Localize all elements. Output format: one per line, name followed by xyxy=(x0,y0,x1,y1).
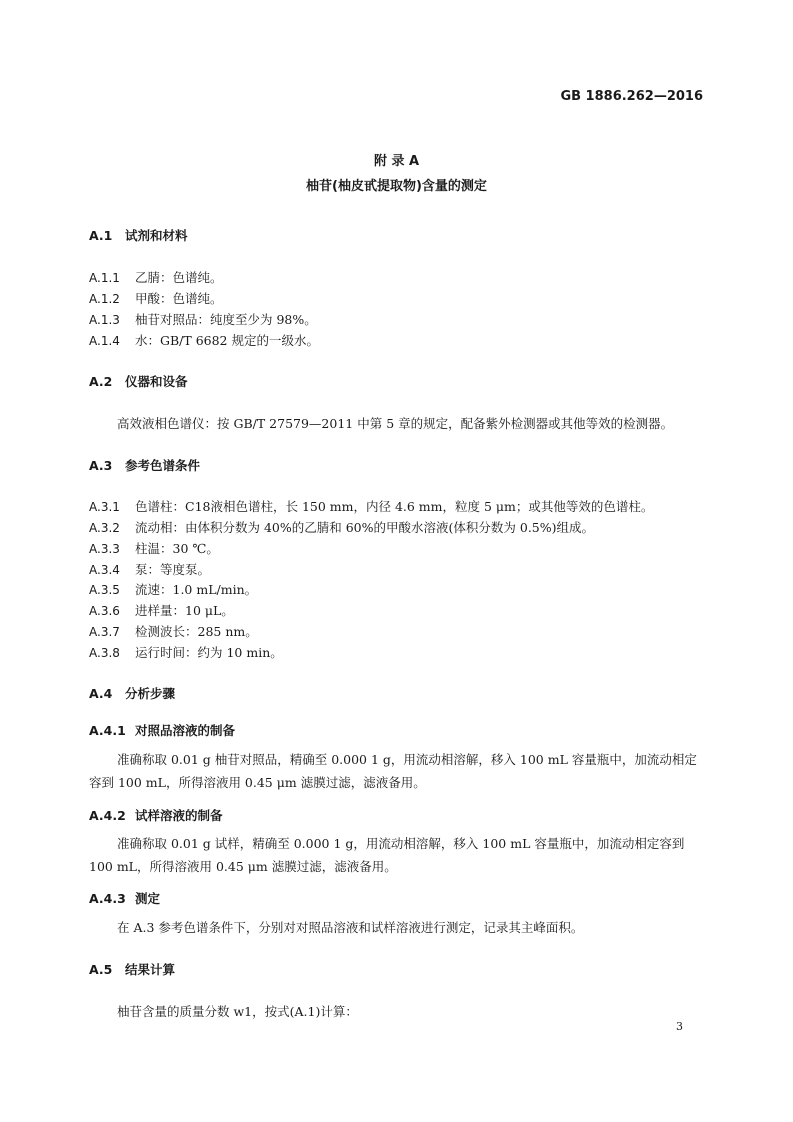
item-text: 柚苷对照品：纯度至少为 98%。 xyxy=(135,312,317,327)
item-number: A.3.1 xyxy=(89,500,120,514)
section-heading xyxy=(89,684,175,702)
section-title: 仪器和设备 xyxy=(125,374,188,389)
standard-number: GB 1886.262—2016 xyxy=(560,89,703,104)
item-text: 甲酸：色谱纯。 xyxy=(135,291,223,306)
item-text: 柱温：30 ℃。 xyxy=(135,541,219,556)
item-text: 色谱柱：C18液相色谱柱，长 150 mm，内径 4.6 mm，粒度 5 μm；或其他等效的色谱柱。 xyxy=(135,499,654,514)
paragraph: 准确称取 0.01 g 柚苷对照品，精确至 0.000 1 g，用流动相溶解，移入 100 mL 容量瓶中，加流动相定容到 100 mL，所得溶液用 0.45 μm 滤膜过滤，滤液备用。 xyxy=(89,752,697,790)
subsection-number: A.4.3 xyxy=(89,891,126,906)
list-item xyxy=(89,331,319,349)
item-text: 运行时间：约为 10 min。 xyxy=(135,645,283,660)
subsection-heading xyxy=(89,889,160,907)
subsection-title: 试样溶液的制备 xyxy=(135,808,223,823)
subsection-heading xyxy=(89,721,235,739)
item-text: 乙腈：色谱纯。 xyxy=(135,270,223,285)
item-number: A.1.2 xyxy=(89,292,120,306)
item-number: A.1.3 xyxy=(89,313,120,327)
subsection-number: A.4.1 xyxy=(89,723,126,738)
list-item xyxy=(89,643,283,661)
paragraph: 高效液相色谱仪：按 GB/T 27579—2011 中第 5 章的规定，配备紫外检测器或其他等效的检测器。 xyxy=(117,416,674,431)
list-item xyxy=(89,268,223,286)
section-number: A.5 xyxy=(89,962,113,977)
list-item xyxy=(89,310,317,328)
item-number: A.3.3 xyxy=(89,542,120,556)
item-number: A.3.2 xyxy=(89,521,120,535)
appendix-label: 附 录 A xyxy=(373,154,420,169)
section-heading xyxy=(89,456,200,474)
list-item xyxy=(89,580,257,598)
paragraph: 柚苷含量的质量分数 w1，按式(A.1)计算： xyxy=(117,1004,358,1019)
section-number: A.2 xyxy=(89,374,113,389)
subsection-heading xyxy=(89,806,223,824)
item-number: A.1.4 xyxy=(89,334,120,348)
paragraph: 在 A.3 参考色谱条件下，分别对对照品溶液和试样溶液进行测定，记录其主峰面积。 xyxy=(117,920,584,935)
item-number: A.3.6 xyxy=(89,604,120,618)
subsection-title: 测定 xyxy=(135,891,161,906)
subsection-title: 对照品溶液的制备 xyxy=(135,723,236,738)
item-text: 流动相：由体积分数为 40%的乙腈和 60%的甲酸水溶液(体积分数为 0.5%)组成。 xyxy=(135,520,594,535)
section-title: 结果计算 xyxy=(125,962,176,977)
list-item xyxy=(89,601,234,619)
list-item xyxy=(89,622,258,640)
list-item xyxy=(89,289,223,307)
section-heading xyxy=(89,226,188,244)
item-number: A.3.4 xyxy=(89,563,120,577)
page-number: 3 xyxy=(676,1020,683,1033)
item-text: 流速：1.0 mL/min。 xyxy=(135,582,258,597)
list-item xyxy=(89,560,210,578)
list-item xyxy=(89,497,653,515)
item-number: A.3.7 xyxy=(89,625,120,639)
section-number: A.4 xyxy=(89,686,113,701)
list-item xyxy=(89,518,594,536)
item-number: A.3.5 xyxy=(89,583,120,597)
item-number: A.3.8 xyxy=(89,646,120,660)
paragraph: 准确称取 0.01 g 试样，精确至 0.000 1 g，用流动相溶解，移入 100 mL 容量瓶中，加流动相定容到 100 mL，所得溶液用 0.45 μm 滤膜过滤，滤液备用。 xyxy=(89,836,685,874)
item-text: 进样量：10 μL。 xyxy=(135,603,234,618)
item-text: 检测波长：285 nm。 xyxy=(135,624,258,639)
appendix-title: 柚苷(柚皮甙提取物)含量的测定 xyxy=(306,179,487,194)
section-title: 分析步骤 xyxy=(125,686,176,701)
section-heading xyxy=(89,960,175,978)
item-text: 泵：等度泵。 xyxy=(135,562,211,577)
item-text: 水：GB/T 6682 规定的一级水。 xyxy=(135,333,319,348)
section-heading xyxy=(89,372,188,390)
list-item xyxy=(89,539,219,557)
section-title: 试剂和材料 xyxy=(125,228,188,243)
subsection-number: A.4.2 xyxy=(89,808,126,823)
section-number: A.3 xyxy=(89,458,113,473)
item-number: A.1.1 xyxy=(89,271,120,285)
section-number: A.1 xyxy=(89,228,113,243)
section-title: 参考色谱条件 xyxy=(125,458,201,473)
